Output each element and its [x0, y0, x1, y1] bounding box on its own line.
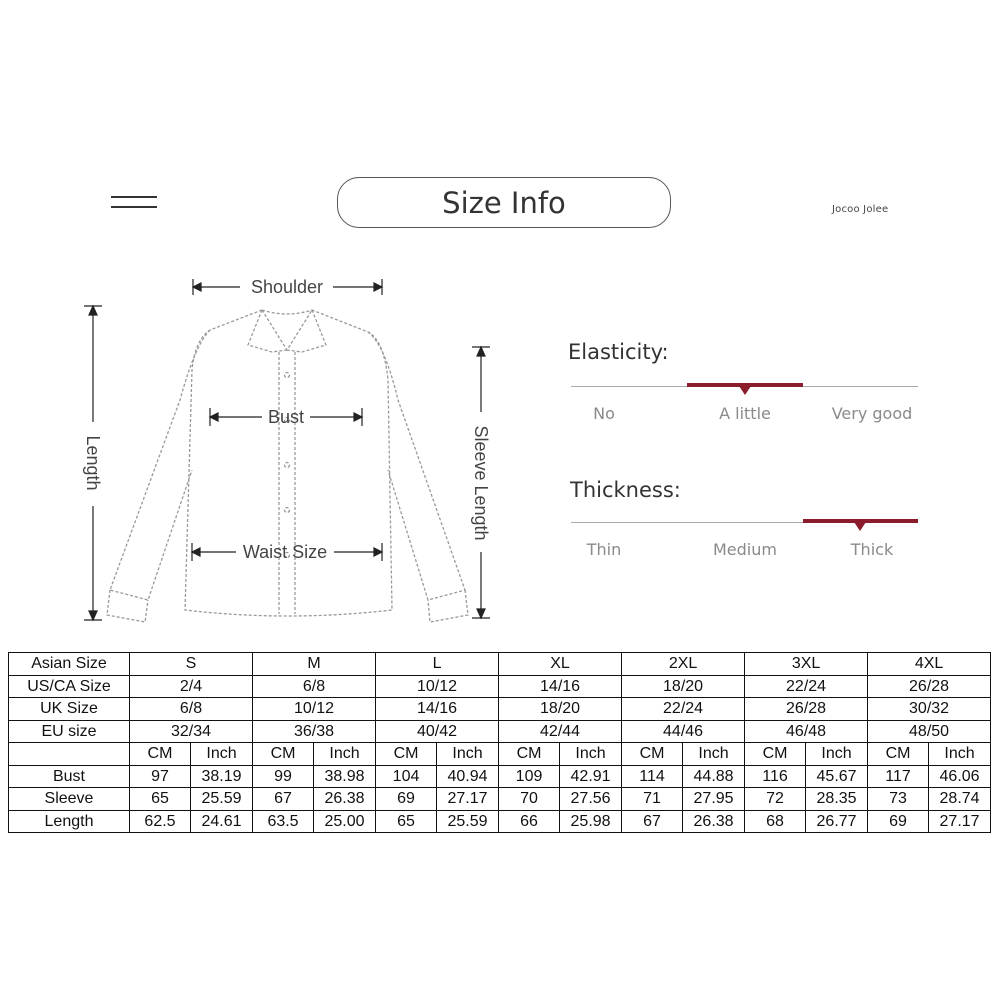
table-row	[9, 698, 991, 721]
row-header: EU size	[9, 720, 130, 743]
shirt-diagram	[70, 265, 510, 625]
bust-label: Bust	[267, 407, 305, 427]
table-cell: 28.35	[806, 788, 868, 811]
table-cell: 38.98	[314, 765, 376, 788]
elasticity-label-no: No	[593, 404, 615, 423]
table-cell: 6/8	[130, 698, 253, 721]
table-cell: 26.38	[683, 810, 745, 833]
table-cell: 70	[499, 788, 560, 811]
thickness-label-thick: Thick	[850, 540, 894, 559]
table-cell: 30/32	[868, 698, 991, 721]
table-cell: 104	[376, 765, 437, 788]
row-header: Length	[9, 810, 130, 833]
row-header	[9, 743, 130, 766]
table-cell: CM	[868, 743, 929, 766]
brand-label: Jocoo Jolee	[832, 204, 889, 215]
table-cell: 65	[376, 810, 437, 833]
table-cell: 27.17	[929, 810, 991, 833]
table-cell: 97	[130, 765, 191, 788]
table-cell: L	[376, 653, 499, 676]
table-cell: 71	[622, 788, 683, 811]
table-cell: 40.94	[437, 765, 499, 788]
thickness-marker-icon	[854, 522, 866, 531]
elasticity-label-very-good: Very good	[831, 404, 913, 423]
table-cell: 14/16	[499, 675, 622, 698]
table-cell: 73	[868, 788, 929, 811]
table-cell: 114	[622, 765, 683, 788]
table-cell: 25.59	[437, 810, 499, 833]
table-cell: 10/12	[376, 675, 499, 698]
table-row	[9, 675, 991, 698]
table-cell: 26/28	[868, 675, 991, 698]
table-cell: 46/48	[745, 720, 868, 743]
table-cell: CM	[622, 743, 683, 766]
table-cell: 2XL	[622, 653, 745, 676]
table-cell: 116	[745, 765, 806, 788]
table-cell: 36/38	[253, 720, 376, 743]
table-cell: Inch	[929, 743, 991, 766]
table-cell: 48/50	[868, 720, 991, 743]
table-cell: CM	[745, 743, 806, 766]
size-table	[8, 652, 991, 833]
table-cell: 27.56	[560, 788, 622, 811]
table-cell: Inch	[806, 743, 868, 766]
table-cell: CM	[499, 743, 560, 766]
table-row	[9, 765, 991, 788]
table-cell: 117	[868, 765, 929, 788]
table-row	[9, 788, 991, 811]
table-cell: 45.67	[806, 765, 868, 788]
table-cell: Inch	[314, 743, 376, 766]
table-cell: 3XL	[745, 653, 868, 676]
table-cell: 32/34	[130, 720, 253, 743]
waist-label: Waist Size	[242, 542, 328, 562]
table-cell: 66	[499, 810, 560, 833]
table-row	[9, 653, 991, 676]
table-cell: 44/46	[622, 720, 745, 743]
row-header: Asian Size	[9, 653, 130, 676]
table-cell: 46.06	[929, 765, 991, 788]
table-cell: 42/44	[499, 720, 622, 743]
elasticity-marker-icon	[739, 386, 751, 395]
table-cell: 26.38	[314, 788, 376, 811]
table-cell: 18/20	[622, 675, 745, 698]
sleeve-length-label: Sleeve Length	[471, 425, 491, 541]
table-cell: 109	[499, 765, 560, 788]
table-cell: 27.17	[437, 788, 499, 811]
table-cell: 67	[622, 810, 683, 833]
table-cell: 69	[376, 788, 437, 811]
elasticity-label-a-little: A little	[719, 404, 771, 423]
thickness-label-thin: Thin	[586, 540, 622, 559]
thickness-title: Thickness:	[570, 478, 681, 502]
table-cell: 63.5	[253, 810, 314, 833]
table-row	[9, 810, 991, 833]
table-cell: S	[130, 653, 253, 676]
table-cell: 68	[745, 810, 806, 833]
table-cell: 22/24	[745, 675, 868, 698]
table-cell: Inch	[437, 743, 499, 766]
table-cell: 72	[745, 788, 806, 811]
table-cell: CM	[130, 743, 191, 766]
length-label: Length	[83, 435, 103, 491]
table-cell: 2/4	[130, 675, 253, 698]
table-row	[9, 720, 991, 743]
shoulder-label: Shoulder	[250, 277, 324, 297]
table-cell: Inch	[191, 743, 253, 766]
table-cell: 28.74	[929, 788, 991, 811]
table-cell: 25.00	[314, 810, 376, 833]
table-cell: 10/12	[253, 698, 376, 721]
table-cell: M	[253, 653, 376, 676]
elasticity-title: Elasticity:	[568, 340, 669, 364]
table-cell: 40/42	[376, 720, 499, 743]
table-cell: 22/24	[622, 698, 745, 721]
row-header: US/CA Size	[9, 675, 130, 698]
row-header: Bust	[9, 765, 130, 788]
table-cell: 67	[253, 788, 314, 811]
table-cell: 26.77	[806, 810, 868, 833]
menu-icon[interactable]	[111, 196, 157, 208]
table-cell: Inch	[560, 743, 622, 766]
table-cell: 65	[130, 788, 191, 811]
row-header: Sleeve	[9, 788, 130, 811]
table-cell: 69	[868, 810, 929, 833]
table-cell: 38.19	[191, 765, 253, 788]
table-cell: 25.59	[191, 788, 253, 811]
table-cell: 26/28	[745, 698, 868, 721]
table-cell: 42.91	[560, 765, 622, 788]
table-cell: 18/20	[499, 698, 622, 721]
table-cell: CM	[376, 743, 437, 766]
table-cell: Inch	[683, 743, 745, 766]
thickness-label-medium: Medium	[713, 540, 777, 559]
table-cell: 14/16	[376, 698, 499, 721]
table-cell: 27.95	[683, 788, 745, 811]
table-cell: CM	[253, 743, 314, 766]
table-cell: 6/8	[253, 675, 376, 698]
table-cell: 44.88	[683, 765, 745, 788]
table-cell: 25.98	[560, 810, 622, 833]
size-info-title: Size Info	[337, 177, 671, 228]
row-header: UK Size	[9, 698, 130, 721]
table-row	[9, 743, 991, 766]
table-cell: XL	[499, 653, 622, 676]
table-cell: 99	[253, 765, 314, 788]
table-cell: 4XL	[868, 653, 991, 676]
table-cell: 62.5	[130, 810, 191, 833]
table-cell: 24.61	[191, 810, 253, 833]
